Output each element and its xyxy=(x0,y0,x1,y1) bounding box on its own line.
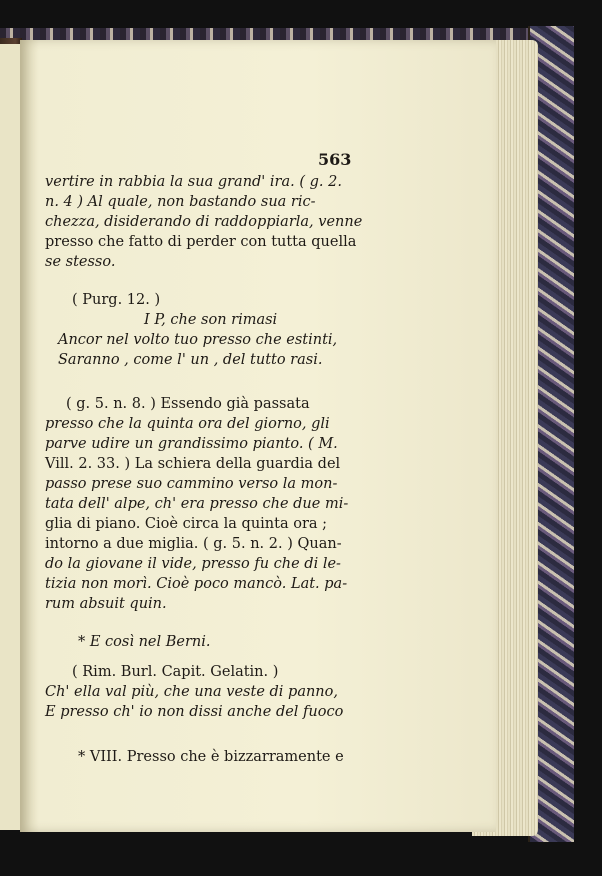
verse-line: Ch' ella val più, che una veste di panno, xyxy=(45,684,338,700)
text-line: rum absuit quin. xyxy=(45,596,167,612)
text-line: ( g. 5. n. 8. ) Essendo già passata xyxy=(66,396,310,412)
text-line: glia di piano. Cioè circa la quinta ora ; xyxy=(45,516,328,532)
text-line: Vill. 2. 33. ) La schiera della guardia del xyxy=(45,456,341,472)
text-line: tata dell' alpe, ch' era presso che due mi- xyxy=(45,496,349,512)
book-page xyxy=(20,40,496,832)
text-line: intorno a due miglia. ( g. 5. n. 2. ) Quan- xyxy=(45,536,342,552)
text-line: presso che fatto di perder con tutta quella xyxy=(45,234,357,250)
text-line: n. 4 ) Al quale, non bastando sua ric- xyxy=(45,194,316,210)
verse-line: Saranno , come l' un , del tutto rasi. xyxy=(58,352,323,368)
verse-line: I P, che son rimasi xyxy=(144,312,278,328)
note-line: * VIII. Presso che è bizzarramente e xyxy=(78,749,344,765)
text-line: do la giovane il vide, presso fu che di le- xyxy=(45,556,341,572)
note-line: * E così nel Berni. xyxy=(78,634,211,650)
text-line: presso che la quinta ora del giorno, gli xyxy=(45,416,330,432)
citation: ( Purg. 12. ) xyxy=(72,292,161,308)
citation: ( Rim. Burl. Capit. Gelatin. ) xyxy=(72,664,279,680)
text-line: se stesso. xyxy=(45,254,116,270)
text-line: chezza, disiderando di raddoppiarla, venne xyxy=(45,214,363,230)
verse-line: E presso ch' io non dissi anche del fuoco xyxy=(45,704,344,720)
verse-line: Ancor nel volto tuo presso che estinti, xyxy=(58,332,338,348)
text-line: tizia non morì. Cioè poco mancò. Lat. pa- xyxy=(45,576,348,592)
text-line: vertire in rabbia la sua grand' ira. ( g. 2. xyxy=(45,174,342,190)
text-line: parve udire un grandissimo pianto. ( M. xyxy=(45,436,338,452)
text-line: passo prese suo cammino verso la mon- xyxy=(45,476,338,492)
page-number: 563 xyxy=(318,150,352,169)
